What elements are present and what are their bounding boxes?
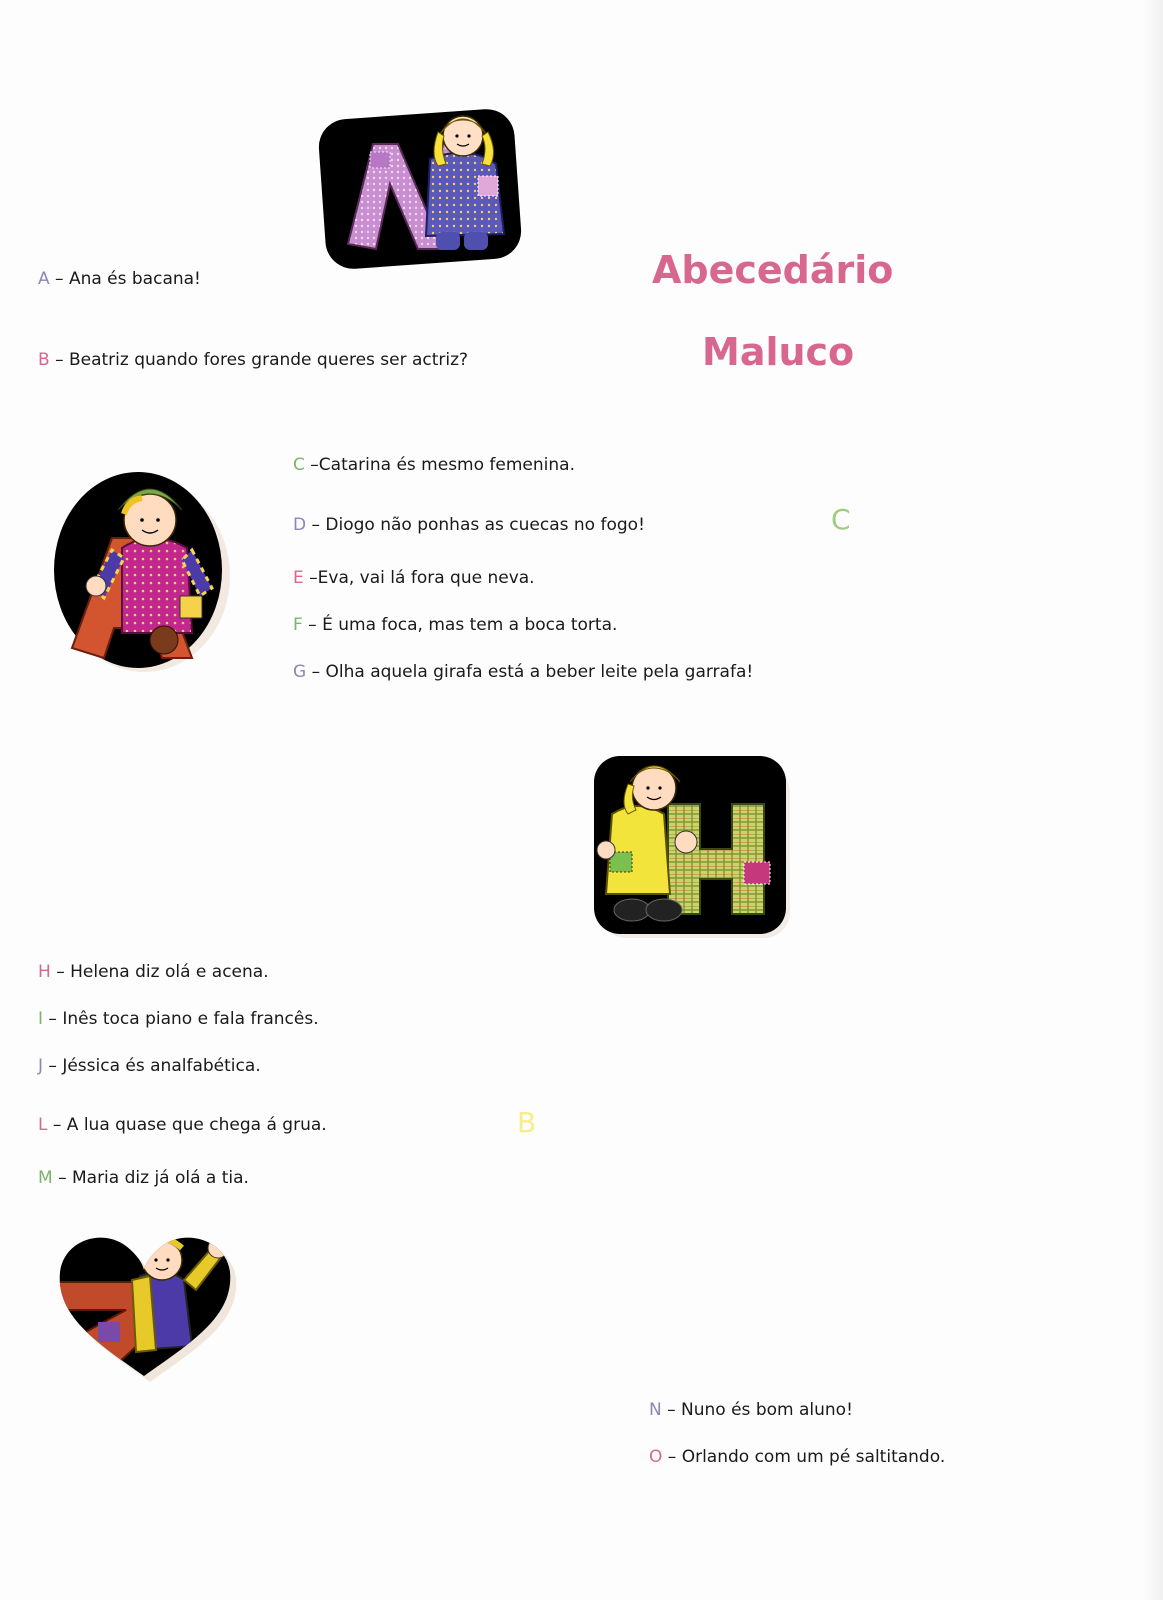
title-line-2: Maluco — [702, 330, 855, 374]
line-text: – Olha aquela girafa está a beber leite pela garrafa! — [306, 662, 754, 682]
line-letter: N — [649, 1400, 662, 1420]
line-text: – Beatriz quando fores grande queres ser actriz? — [49, 350, 469, 370]
line-letter: F — [293, 615, 303, 635]
line-letter: I — [38, 1009, 44, 1029]
decorative-letter-c: C — [831, 503, 851, 536]
line-text: – Nuno és bom aluno! — [661, 1400, 853, 1420]
line-text: – Diogo não ponhas as cuecas no fogo! — [306, 515, 645, 535]
line-text: – É uma foca, mas tem a boca torta. — [302, 615, 618, 635]
line-text: –Eva, vai lá fora que neva. — [303, 568, 535, 588]
alphabet-line-i — [38, 1008, 319, 1030]
line-letter: G — [293, 662, 307, 682]
line-text: – Inês toca piano e fala francês. — [43, 1009, 319, 1029]
line-letter: H — [38, 962, 51, 982]
alphabet-line-e — [293, 567, 535, 589]
title-line-1: Abecedário — [652, 248, 894, 292]
alphabet-line-b — [38, 349, 468, 371]
line-text: – Ana és bacana! — [49, 269, 201, 289]
line-text: – Jéssica és analfabética. — [43, 1056, 261, 1076]
line-letter: O — [649, 1447, 663, 1467]
alphabet-line-f — [293, 614, 617, 636]
line-letter: M — [38, 1168, 53, 1188]
line-letter: B — [38, 350, 50, 370]
line-letter: D — [293, 515, 307, 535]
letter-h-girl-illustration — [592, 754, 792, 940]
decorative-letter-b: B — [517, 1106, 537, 1139]
line-text: – Orlando com um pé saltitando. — [662, 1447, 946, 1467]
line-letter: J — [38, 1056, 44, 1076]
alphabet-line-o — [649, 1446, 945, 1468]
scan-edge-shadow — [1143, 0, 1163, 1600]
alphabet-line-h — [38, 961, 269, 983]
line-text: –Catarina és mesmo femenina. — [304, 455, 575, 475]
line-letter: A — [38, 269, 50, 289]
letter-a-boy-illustration — [52, 468, 230, 674]
line-letter: E — [293, 568, 304, 588]
line-text: – Helena diz olá e acena. — [50, 962, 269, 982]
alphabet-line-d — [293, 514, 645, 536]
alphabet-line-n — [649, 1399, 853, 1421]
line-text: – Maria diz já olá a tia. — [52, 1168, 249, 1188]
alphabet-line-a — [38, 268, 201, 290]
alphabet-line-j — [38, 1055, 261, 1077]
alphabet-line-l — [38, 1114, 327, 1136]
letter-z-boy-heart-illustration — [56, 1226, 238, 1386]
letter-n-girl-illustration — [318, 104, 524, 270]
alphabet-line-g — [293, 661, 753, 683]
line-text: – A lua quase que chega á grua. — [47, 1115, 327, 1135]
alphabet-line-c — [293, 454, 575, 476]
alphabet-line-m — [38, 1167, 249, 1189]
line-letter: L — [38, 1115, 48, 1135]
line-letter: C — [293, 455, 305, 475]
